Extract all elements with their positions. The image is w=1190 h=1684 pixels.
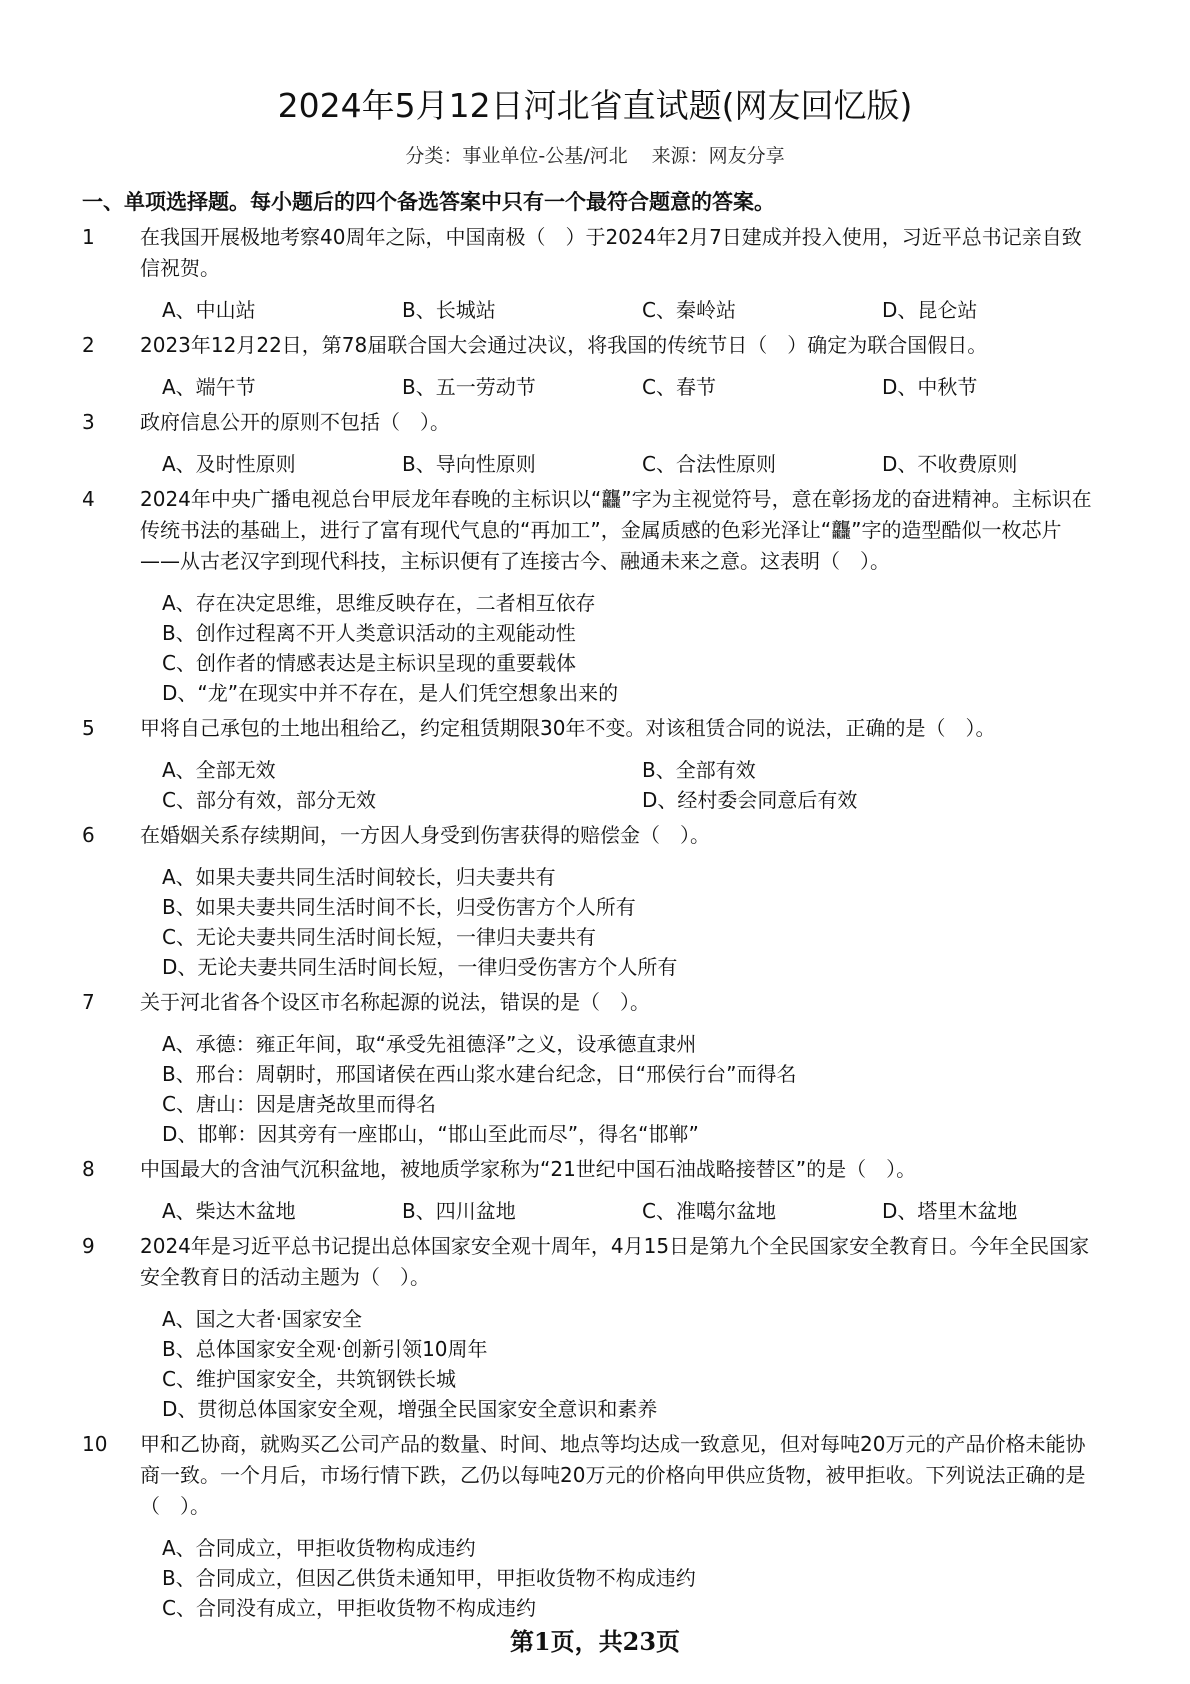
option-a: A、柴达木盆地	[162, 1199, 296, 1223]
option-a: A、承德：雍正年间，取“承受先祖德泽”之义，设承德直隶州	[162, 1032, 697, 1056]
question-stem: 在婚姻关系存续期间，一方因人身受到伤害获得的赔偿金（ ）。	[140, 823, 710, 847]
option-a: A、中山站	[162, 298, 256, 322]
option-c: C、合同没有成立，甲拒收货物不构成违约	[162, 1596, 536, 1620]
option-list	[140, 755, 1100, 815]
option-c: C、唐山：因是唐尧故里而得名	[162, 1092, 436, 1116]
source-label: 来源：网友分享	[651, 145, 785, 167]
question-number: 3	[82, 410, 95, 434]
option-d: D、中秋节	[882, 375, 978, 399]
question-3	[82, 407, 1100, 479]
option-b: B、总体国家安全观·创新引领10周年	[162, 1337, 488, 1361]
option-b: B、长城站	[402, 298, 496, 322]
question-number: 8	[82, 1157, 95, 1181]
page-title: 2024年5月12日河北省直试题(网友回忆版)	[277, 86, 913, 125]
question-5	[82, 713, 1100, 815]
option-c: C、创作者的情感表达是主标识呈现的重要载体	[162, 651, 576, 675]
question-stem: 2023年12月22日，第78届联合国大会通过决议，将我国的传统节日（ ）确定为联合国假日。	[140, 333, 988, 357]
question-2	[82, 330, 1100, 402]
option-b: B、导向性原则	[402, 452, 536, 476]
option-d: D、塔里木盆地	[882, 1199, 1018, 1223]
question-number: 5	[82, 716, 95, 740]
option-c: C、无论夫妻共同生活时间长短，一律归夫妻共有	[162, 925, 596, 949]
option-d: D、“龙”在现实中并不存在，是人们凭空想象出来的	[162, 681, 619, 705]
option-list	[140, 1304, 1100, 1424]
question-stem: 中国最大的含油气沉积盆地，被地质学家称为“21世纪中国石油战略接替区”的是（ ）。	[140, 1157, 917, 1181]
option-d: D、经村委会同意后有效	[642, 788, 858, 812]
question-10	[82, 1429, 1100, 1623]
option-d: D、无论夫妻共同生活时间长短，一律归受伤害方个人所有	[162, 955, 678, 979]
question-number: 2	[82, 333, 95, 357]
question-stem: 甲将自己承包的土地出租给乙，约定租赁期限30年不变。对该租赁合同的说法，正确的是（ ）。	[140, 716, 996, 740]
question-stem: 在我国开展极地考察40周年之际，中国南极（ ）于2024年2月7日建成并投入使用，习近平总书记亲自致信祝贺。	[140, 225, 1082, 280]
option-a: A、合同成立，甲拒收货物构成违约	[162, 1536, 476, 1560]
option-b: B、四川盆地	[402, 1199, 516, 1223]
option-c: C、部分有效，部分无效	[162, 788, 376, 812]
option-list	[140, 588, 1100, 708]
option-d: D、贯彻总体国家安全观，增强全民国家安全意识和素养	[162, 1397, 658, 1421]
question-6	[82, 820, 1100, 982]
option-list	[140, 1196, 1100, 1226]
question-number: 4	[82, 487, 95, 511]
question-list	[82, 222, 1100, 1628]
option-list	[140, 1533, 1100, 1623]
question-number: 7	[82, 990, 95, 1014]
option-d: D、不收费原则	[882, 452, 1018, 476]
page-footer: 第1页，共23页	[509, 1627, 681, 1656]
question-stem: 甲和乙协商，就购买乙公司产品的数量、时间、地点等均达成一致意见，但对每吨20万元的产品价格未能协商一致。一个月后，市场行情下跌，乙仍以每吨20万元的价格向甲供应货物，被甲拒收。下列说法正确的是（ ）。	[140, 1432, 1086, 1518]
question-number: 6	[82, 823, 95, 847]
page-subtitle	[0, 143, 1190, 169]
option-d: D、邯郸：因其旁有一座邯山，“邯山至此而尽”，得名“邯郸”	[162, 1122, 699, 1146]
question-7	[82, 987, 1100, 1149]
question-stem: 2024年是习近平总书记提出总体国家安全观十周年，4月15日是第九个全民国家安全教育日。今年全民国家安全教育日的活动主题为（ ）。	[140, 1234, 1090, 1289]
option-b: B、如果夫妻共同生活时间不长，归受伤害方个人所有	[162, 895, 636, 919]
option-b: B、五一劳动节	[402, 375, 536, 399]
question-number: 10	[82, 1432, 108, 1456]
option-c: C、合法性原则	[642, 452, 776, 476]
option-a: A、端午节	[162, 375, 256, 399]
option-c: C、准噶尔盆地	[642, 1199, 776, 1223]
option-a: A、存在决定思维，思维反映存在，二者相互依存	[162, 591, 596, 615]
question-number: 1	[82, 225, 95, 249]
question-8	[82, 1154, 1100, 1226]
option-list	[140, 1029, 1100, 1149]
option-list	[140, 862, 1100, 982]
section-heading: 一、单项选择题。每小题后的四个备选答案中只有一个最符合题意的答案。	[82, 190, 775, 214]
option-c: C、维护国家安全，共筑钢铁长城	[162, 1367, 456, 1391]
option-b: B、全部有效	[642, 758, 756, 782]
option-b: B、创作过程离不开人类意识活动的主观能动性	[162, 621, 576, 645]
option-list	[140, 295, 1100, 325]
option-d: D、昆仑站	[882, 298, 978, 322]
question-stem: 政府信息公开的原则不包括（ ）。	[140, 410, 450, 434]
option-b: B、合同成立，但因乙供货未通知甲，甲拒收货物不构成违约	[162, 1566, 696, 1590]
category-label: 分类：事业单位-公基/河北	[405, 145, 628, 167]
option-a: A、如果夫妻共同生活时间较长，归夫妻共有	[162, 865, 556, 889]
option-c: C、秦岭站	[642, 298, 736, 322]
question-stem: 2024年中央广播电视总台甲辰龙年春晚的主标识以“龘”字为主视觉符号，意在彰扬龙的奋进精神。主标识在传统书法的基础上，进行了富有现代气息的“再加工”，金属质感的色彩光泽让“龘”字的造型酷似一枚芯片——从古老汉字到现代科技，主标识便有了连接古今、融通未来之意。这表明（ ）。	[140, 487, 1092, 573]
option-a: A、国之大者·国家安全	[162, 1307, 363, 1331]
option-b: B、邢台：周朝时，邢国诸侯在西山浆水建台纪念，日“邢侯行台”而得名	[162, 1062, 797, 1086]
option-a: A、全部无效	[162, 758, 276, 782]
question-1	[82, 222, 1100, 325]
option-list	[140, 372, 1100, 402]
option-a: A、及时性原则	[162, 452, 296, 476]
question-4	[82, 484, 1100, 708]
question-9	[82, 1231, 1100, 1424]
option-list	[140, 449, 1100, 479]
question-number: 9	[82, 1234, 95, 1258]
question-stem: 关于河北省各个设区市名称起源的说法，错误的是（ ）。	[140, 990, 650, 1014]
option-c: C、春节	[642, 375, 716, 399]
